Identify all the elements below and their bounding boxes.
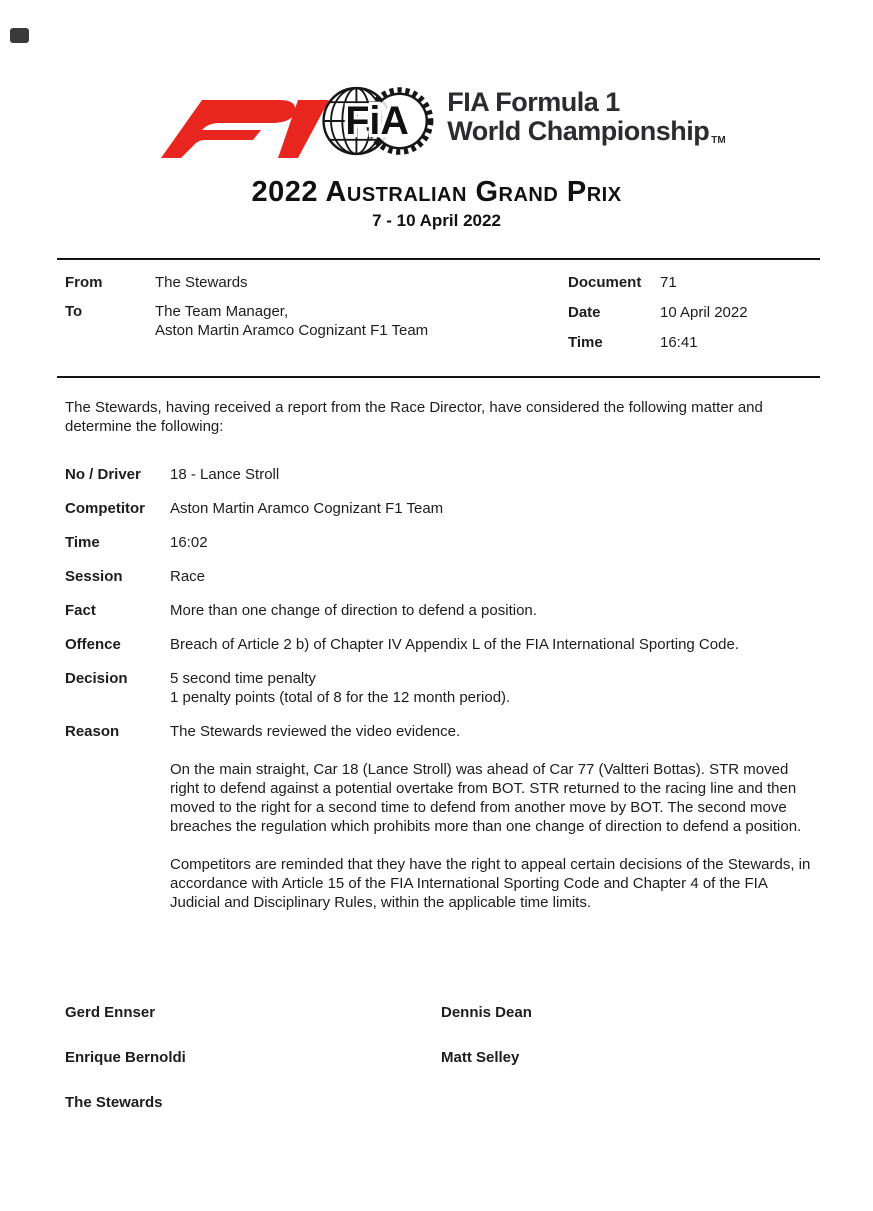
meta-right xyxy=(568,273,873,363)
title-block xyxy=(0,175,873,232)
session-value: Race xyxy=(170,568,206,585)
meta-from-row xyxy=(65,273,568,292)
from-value: The Stewards xyxy=(155,274,248,291)
decision-line1: 5 second time penalty xyxy=(170,670,316,687)
competitor-value: Aston Martin Aramco Cognizant F1 Team xyxy=(170,500,444,517)
fia-emblem-text: FiA xyxy=(345,99,410,144)
no-driver-value: 18 - Lance Stroll xyxy=(170,466,280,483)
decision-line2: 1 penalty points (total of 8 for the 12 month period). xyxy=(170,689,511,706)
meta-to-row xyxy=(65,302,568,340)
document-value: 71 xyxy=(660,274,677,291)
document-header xyxy=(14,0,873,168)
reason-paragraph-1: The Stewards reviewed the video evidence. xyxy=(170,723,461,740)
time-value: 16:41 xyxy=(660,334,698,351)
time-value: 16:02 xyxy=(170,534,208,551)
competitor-label: Competitor xyxy=(65,500,145,517)
meta-document-row xyxy=(568,273,873,292)
meta-left xyxy=(65,273,568,363)
scan-corner-mark xyxy=(10,28,29,43)
fact-value: More than one change of direction to defend a position. xyxy=(170,602,537,619)
time-label: Time xyxy=(568,334,603,351)
meta-block xyxy=(0,260,873,363)
to-label: To xyxy=(65,303,83,320)
no-driver-label: No / Driver xyxy=(65,466,141,483)
time-label: Time xyxy=(65,534,100,551)
fact-label: Fact xyxy=(65,602,96,619)
event-dates: 7 - 10 April 2022 xyxy=(372,211,501,230)
decision-value xyxy=(170,669,813,707)
signatures-block xyxy=(65,1003,873,1112)
row-competitor xyxy=(65,499,813,518)
reason-label: Reason xyxy=(65,723,120,740)
reason-paragraph-3: Competitors are reminded that they have the right to appeal certain decisions of the Stewards, in accordance with Article 15 of the FIA International Sporting Code and Chapter 4 of the FIA Judicial and Disciplinary Rules, within the applicable time limits. xyxy=(170,856,811,911)
signature-gerd-ennser: Gerd Ennser xyxy=(65,1004,156,1021)
from-label: From xyxy=(65,274,103,291)
f1-logo-icon xyxy=(161,98,329,160)
row-session xyxy=(65,567,813,586)
offence-value: Breach of Article 2 b) of Chapter IV Appendix L of the FIA International Sporting Code. xyxy=(170,636,739,653)
signature-row-1 xyxy=(65,1003,873,1022)
row-reason xyxy=(65,722,813,912)
meta-time-row xyxy=(568,333,873,352)
row-fact xyxy=(65,601,813,620)
signature-matt-selley: Matt Selley xyxy=(441,1049,520,1066)
case-details xyxy=(65,465,813,912)
document-label: Document xyxy=(568,274,642,291)
fia-emblem-icon xyxy=(317,74,439,168)
to-value-line1: The Team Manager, xyxy=(155,303,289,320)
trademark-symbol: TM xyxy=(711,134,726,146)
signature-enrique-bernoldi: Enrique Bernoldi xyxy=(65,1049,186,1066)
signature-row-2 xyxy=(65,1048,873,1067)
event-title: 2022 Australian Grand Prix xyxy=(251,176,622,208)
date-value: 10 April 2022 xyxy=(660,304,748,321)
row-no-driver xyxy=(65,465,813,484)
offence-label: Offence xyxy=(65,636,121,653)
reason-value xyxy=(170,722,813,912)
wordmark-line2: World Championship TM xyxy=(447,115,726,146)
divider-bottom xyxy=(57,376,820,378)
fia-wordmark xyxy=(447,88,725,155)
row-time xyxy=(65,533,813,552)
wordmark-line1: FIA Formula 1 xyxy=(447,86,620,117)
row-offence xyxy=(65,635,813,654)
row-decision xyxy=(65,669,813,707)
date-label: Date xyxy=(568,304,601,321)
to-value-line2: Aston Martin Aramco Cognizant F1 Team xyxy=(155,322,429,339)
reason-paragraph-2: On the main straight, Car 18 (Lance Stroll) was ahead of Car 77 (Valtteri Bottas). STR moved right to defend against a potential overtake from BOT. STR returned to the racing line and then moved to the right for a second time to defend from another move by BOT. The second move breaches the regulation which prohibits more than one change of direction to defend a position. xyxy=(170,761,802,835)
session-label: Session xyxy=(65,568,123,585)
intro-paragraph: The Stewards, having received a report from the Race Director, have considered the following matter and determine the following: xyxy=(65,399,763,435)
decision-label: Decision xyxy=(65,670,128,687)
signature-dennis-dean: Dennis Dean xyxy=(441,1004,532,1021)
signature-footer: The Stewards xyxy=(65,1094,163,1111)
to-value xyxy=(155,302,428,340)
meta-date-row xyxy=(568,303,873,322)
